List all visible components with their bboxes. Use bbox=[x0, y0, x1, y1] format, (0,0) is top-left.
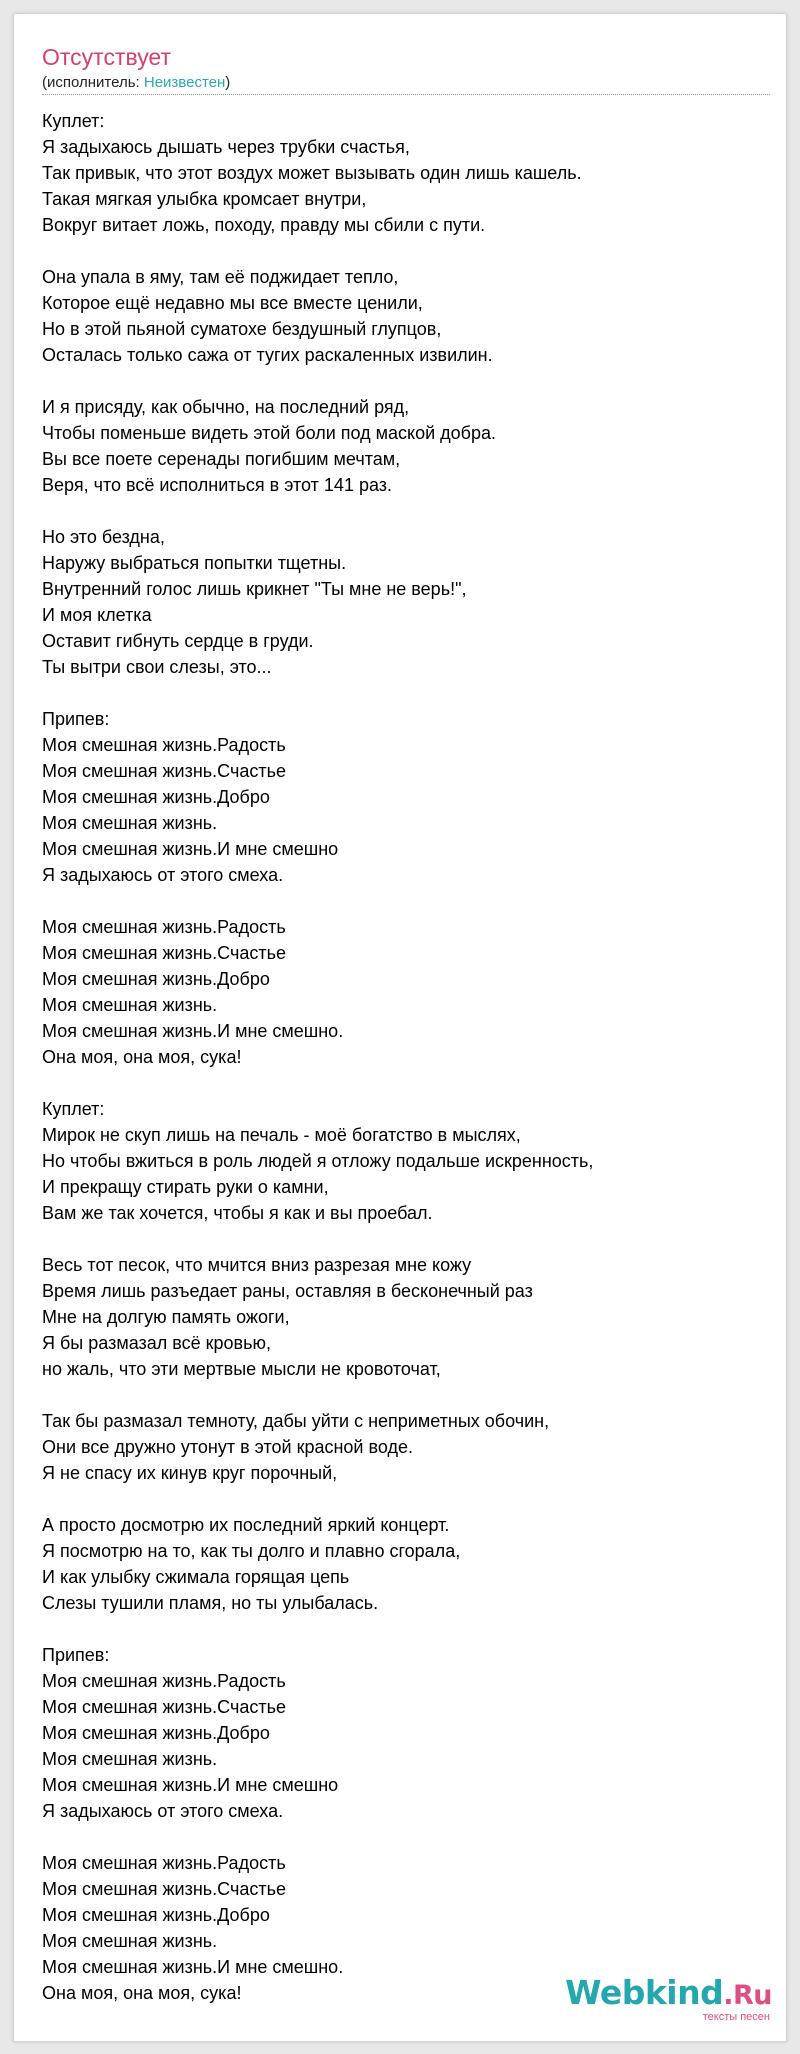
stanza-gap bbox=[42, 368, 772, 394]
lyric-line: И я присяду, как обычно, на последний ряд, bbox=[42, 397, 410, 417]
lyric-line: Моя смешная жизнь.Счастье bbox=[42, 943, 286, 963]
lyric-line: Моя смешная жизнь.Радость bbox=[42, 917, 286, 937]
logo-main-text: Webkind bbox=[565, 1973, 724, 2012]
lyric-line: Я задыхаюсь от этого смеха. bbox=[42, 1801, 284, 1821]
lyric-line: Моя смешная жизнь.Радость bbox=[42, 1671, 286, 1691]
lyric-line: Моя смешная жизнь.Счастье bbox=[42, 761, 286, 781]
lyric-line: Она моя, она моя, сука! bbox=[42, 1047, 242, 1067]
lyric-line: Моя смешная жизнь. bbox=[42, 1931, 218, 1951]
stanza-gap bbox=[42, 1616, 772, 1642]
lyric-line: Моя смешная жизнь.Добро bbox=[42, 969, 270, 989]
lyric-line: Которое ещё недавно мы все вместе ценили, bbox=[42, 293, 423, 313]
artist-link[interactable]: Неизвестен bbox=[143, 74, 226, 91]
header-divider bbox=[42, 94, 770, 95]
lyric-line: Но это бездна, bbox=[42, 527, 165, 547]
lyric-line: Моя смешная жизнь.Радость bbox=[42, 1853, 286, 1873]
lyric-line: Мирок не скуп лишь на печаль - моё богатство в мыслях, bbox=[42, 1125, 521, 1145]
stanza-gap bbox=[42, 1070, 772, 1096]
lyric-line: Весь тот песок, что мчится вниз разрезая мне кожу bbox=[42, 1255, 472, 1275]
lyric-line: Но чтобы вжиться в роль людей я отложу подальше искренность, bbox=[42, 1151, 594, 1171]
lyric-line: Моя смешная жизнь.Радость bbox=[42, 735, 286, 755]
lyric-line: Моя смешная жизнь.И мне смешно bbox=[42, 1775, 339, 1795]
logo-wordmark bbox=[565, 1975, 772, 2014]
lyric-line: Моя смешная жизнь. bbox=[42, 813, 218, 833]
lyric-line: но жаль, что эти мертвые мысли не кровоточат, bbox=[42, 1359, 441, 1379]
stanza-gap bbox=[42, 680, 772, 706]
lyric-line: Куплет: bbox=[42, 111, 105, 131]
lyric-line: Я задыхаюсь от этого смеха. bbox=[42, 865, 284, 885]
lyric-line: Припев: bbox=[42, 1645, 110, 1665]
lyric-line: Я задыхаюсь дышать через трубки счастья, bbox=[42, 137, 410, 157]
lyric-line: Так привык, что этот воздух может вызывать один лишь кашель. bbox=[42, 163, 582, 183]
lyric-line: Вокруг витает ложь, походу, правду мы сбили с пути. bbox=[42, 215, 486, 235]
lyric-line: Чтобы поменьше видеть этой боли под маской добра. bbox=[42, 423, 496, 443]
site-logo[interactable] bbox=[565, 1975, 772, 2023]
lyric-line: Я бы размазал всё кровью, bbox=[42, 1333, 271, 1353]
stanza-gap bbox=[42, 1824, 772, 1850]
stanza-gap bbox=[42, 498, 772, 524]
lyric-line: А просто досмотрю их последний яркий концерт. bbox=[42, 1515, 450, 1535]
lyric-line: Моя смешная жизнь.И мне смешно. bbox=[42, 1957, 344, 1977]
lyric-line: Мне на долгую память ожоги, bbox=[42, 1307, 290, 1327]
lyric-line: Ты вытри свои слезы, это... bbox=[42, 657, 272, 677]
lyric-line: Я посмотрю на то, как ты долго и плавно сгорала, bbox=[42, 1541, 461, 1561]
lyric-line: Но в этой пьяной суматохе бездушный глупцов, bbox=[42, 319, 442, 339]
lyric-line: Моя смешная жизнь.Счастье bbox=[42, 1697, 286, 1717]
lyric-line: И как улыбку сжимала горящая цепь bbox=[42, 1567, 350, 1587]
lyric-line: Она моя, она моя, сука! bbox=[42, 1983, 242, 2003]
lyric-line: И моя клетка bbox=[42, 605, 152, 625]
lyric-line: Моя смешная жизнь.Добро bbox=[42, 1905, 270, 1925]
stanza-gap bbox=[42, 888, 772, 914]
logo-domain-text: .Ru bbox=[723, 1980, 772, 2011]
lyric-line: Оставит гибнуть сердце в груди. bbox=[42, 631, 314, 651]
lyric-line: Я не спасу их кинув круг порочный, bbox=[42, 1463, 338, 1483]
lyric-line: Внутренний голос лишь крикнет "Ты мне не верь!", bbox=[42, 579, 467, 599]
lyrics-body bbox=[42, 108, 772, 2006]
lyric-line: Она упала в яму, там её поджидает тепло, bbox=[42, 267, 399, 287]
stanza-gap bbox=[42, 1226, 772, 1252]
lyric-line: Веря, что всё исполниться в этот 141 раз. bbox=[42, 475, 393, 495]
artist-prefix: (исполнитель: bbox=[42, 74, 144, 91]
lyric-line: Припев: bbox=[42, 709, 110, 729]
stanza-gap bbox=[42, 1486, 772, 1512]
lyric-line: Куплет: bbox=[42, 1099, 105, 1119]
stanza-gap bbox=[42, 238, 772, 264]
lyric-line: Такая мягкая улыбка кромсает внутри, bbox=[42, 189, 367, 209]
lyric-line: Моя смешная жизнь.И мне смешно. bbox=[42, 1021, 344, 1041]
song-title: Отсутствует bbox=[42, 44, 171, 70]
lyric-line: Моя смешная жизнь. bbox=[42, 1749, 218, 1769]
lyric-line: Вам же так хочется, чтобы я как и вы проебал. bbox=[42, 1203, 433, 1223]
lyric-line: Они все дружно утонут в этой красной воде. bbox=[42, 1437, 413, 1457]
lyric-line: Вы все поете серенады погибшим мечтам, bbox=[42, 449, 401, 469]
lyric-line: Так бы размазал темноту, дабы уйти с неприметных обочин, bbox=[42, 1411, 550, 1431]
lyric-line: Слезы тушили пламя, но ты улыбалась. bbox=[42, 1593, 379, 1613]
logo-subtitle: тексты песен bbox=[702, 2011, 770, 2023]
lyric-line: Моя смешная жизнь. bbox=[42, 995, 218, 1015]
lyric-line: Моя смешная жизнь.Добро bbox=[42, 1723, 270, 1743]
artist-line bbox=[42, 74, 230, 92]
lyric-line: Наружу выбраться попытки тщетны. bbox=[42, 553, 347, 573]
lyric-line: Время лишь разъедает раны, оставляя в бесконечный раз bbox=[42, 1281, 533, 1301]
lyric-line: Моя смешная жизнь.И мне смешно bbox=[42, 839, 339, 859]
lyric-line: И прекращу стирать руки о камни, bbox=[42, 1177, 329, 1197]
lyric-line: Моя смешная жизнь.Добро bbox=[42, 787, 270, 807]
lyric-line: Осталась только сажа от тугих раскаленных извилин. bbox=[42, 345, 493, 365]
lyrics-page bbox=[13, 13, 787, 2042]
stanza-gap bbox=[42, 1382, 772, 1408]
artist-suffix: ) bbox=[225, 74, 231, 91]
lyric-line: Моя смешная жизнь.Счастье bbox=[42, 1879, 286, 1899]
